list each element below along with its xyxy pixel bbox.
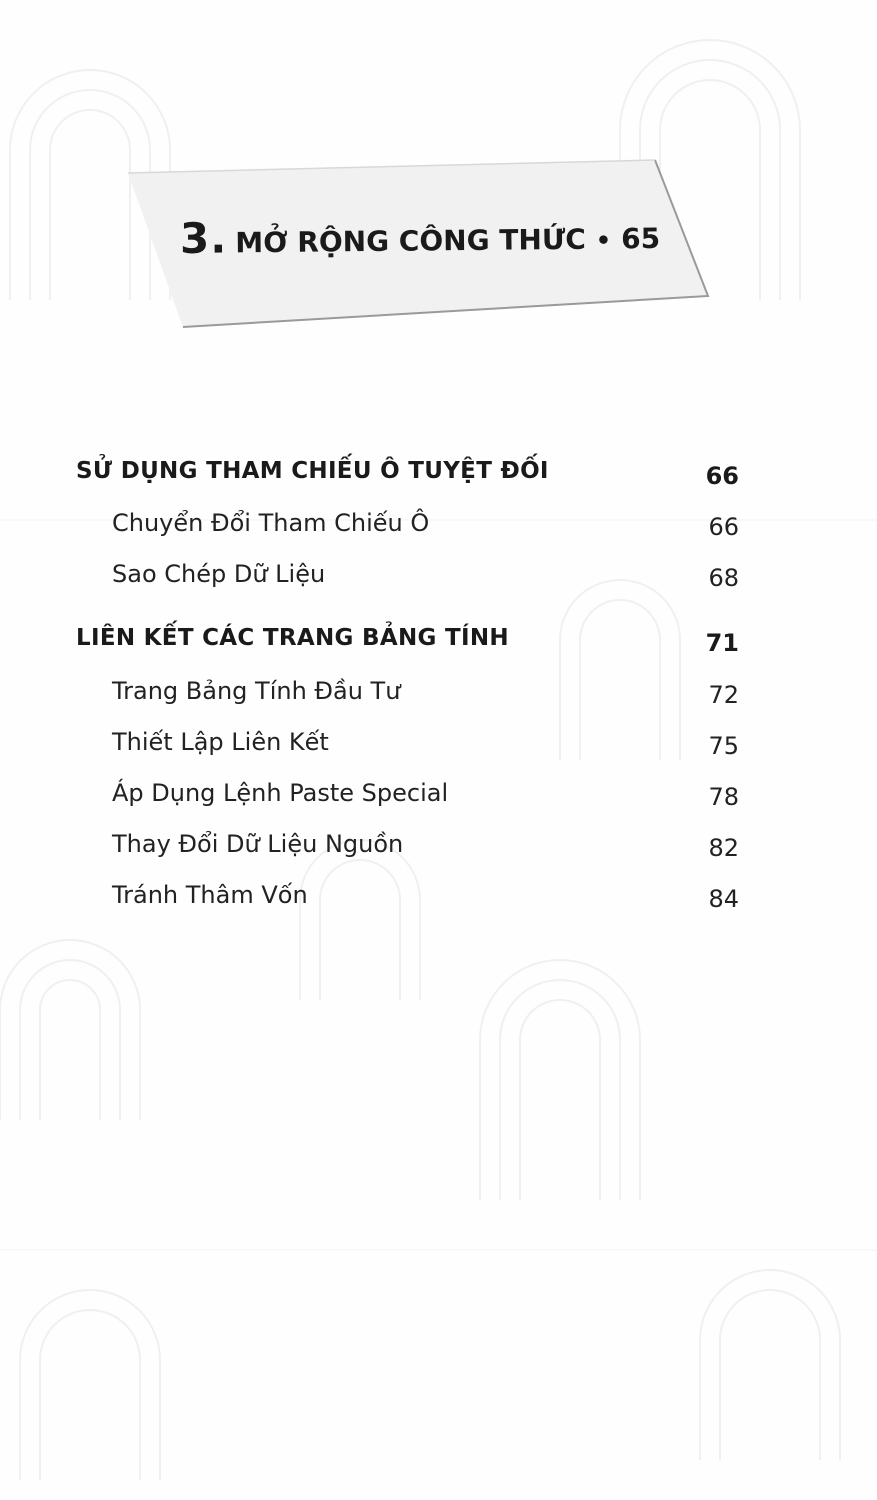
toc-entry[interactable]	[0, 726, 877, 766]
chapter-banner	[0, 0, 877, 360]
toc-section[interactable]	[0, 623, 877, 663]
toc-page-number: 68	[708, 564, 739, 592]
toc-page-number: 66	[708, 513, 739, 541]
toc-page-number: 71	[705, 629, 739, 657]
toc-section-title: LIÊN KẾT CÁC TRANG BẢNG TÍNH	[76, 625, 509, 651]
toc-section[interactable]	[0, 456, 877, 496]
toc-entry-title: Chuyển Đổi Tham Chiếu Ô	[112, 509, 430, 537]
toc-page-number: 82	[708, 834, 739, 862]
chapter-heading	[180, 209, 661, 263]
toc-entry[interactable]	[0, 828, 877, 868]
chapter-title: MỞ RỘNG CÔNG THỨC	[235, 222, 586, 260]
toc-page-number: 72	[708, 681, 739, 709]
toc-section-title: SỬ DỤNG THAM CHIẾU Ô TUYỆT ĐỐI	[76, 458, 549, 484]
toc-entry-title: Thiết Lập Liên Kết	[112, 728, 329, 756]
chapter-separator: •	[595, 226, 612, 255]
toc-entry-title: Áp Dụng Lệnh Paste Special	[112, 779, 449, 807]
toc-entry[interactable]	[0, 675, 877, 715]
toc-page-number: 75	[708, 732, 739, 760]
toc-entry-title: Thay Đổi Dữ Liệu Nguồn	[112, 830, 404, 858]
toc-page-number: 84	[708, 885, 739, 913]
toc-entry-title: Sao Chép Dữ Liệu	[112, 560, 326, 588]
toc-entry-title: Tránh Thâm Vốn	[112, 881, 308, 909]
toc-page-number: 66	[705, 462, 739, 490]
toc-entry-title: Trang Bảng Tính Đầu Tư	[112, 677, 401, 705]
chapter-page-number: 65	[620, 221, 661, 256]
toc-page-number: 78	[708, 783, 739, 811]
toc-entry[interactable]	[0, 558, 877, 598]
toc-entry[interactable]	[0, 879, 877, 919]
toc-entry[interactable]	[0, 777, 877, 817]
toc-entry[interactable]	[0, 507, 877, 547]
chapter-number: 3.	[179, 213, 228, 263]
